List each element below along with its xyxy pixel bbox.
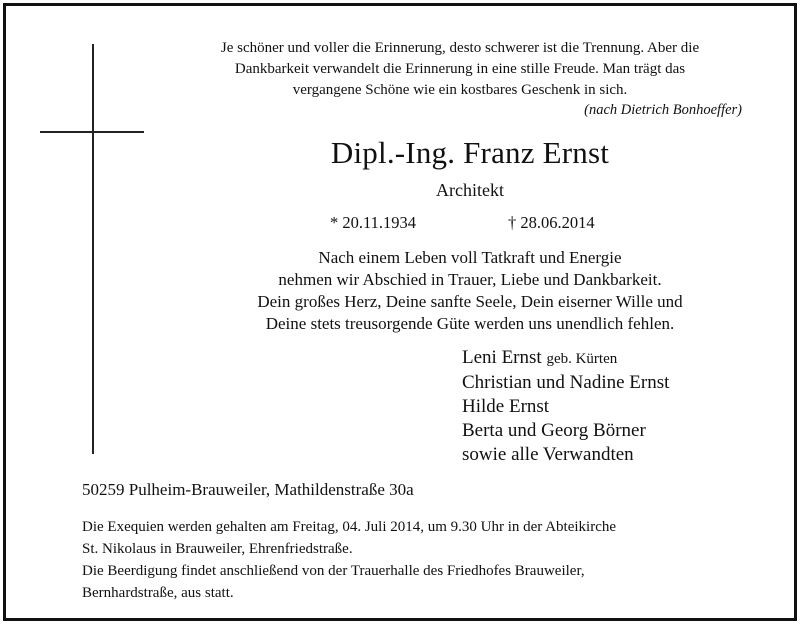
mourner-maiden-name: geb. Kürten [546, 351, 618, 367]
mourner-entry: Hilde Ernst [462, 396, 550, 417]
mourner-entry: Berta und Georg Börner [462, 420, 646, 441]
deceased-name: Dipl.-Ing. Franz Ernst [330, 135, 610, 170]
quote-source: (nach Dietrich Bonhoeffer) [584, 102, 742, 118]
mourner-entry: Christian und Nadine Ernst [462, 372, 670, 393]
mourner-entry: sowie alle Verwandten [462, 444, 634, 465]
deceased-profession: Architekt [436, 180, 504, 200]
mourner-name: Leni Ernst [462, 347, 542, 368]
message-line: Deine stets treusorgende Güte werden uns unendlich fehlen. [265, 314, 675, 333]
cross-icon-vertical [92, 44, 94, 454]
message-line: Nach einem Leben voll Tatkraft und Energie [318, 248, 622, 267]
cross-icon-horizontal [40, 131, 144, 133]
message-line: Dein großes Herz, Deine sanfte Seele, Dein eiserner Wille und [257, 292, 683, 311]
quote-line: Dankbarkeit verwandelt die Erinnerung in eine stille Freude. Man trägt das [234, 61, 686, 77]
service-line: Bernhardstraße, aus statt. [82, 585, 234, 601]
quote [170, 38, 750, 101]
service-line: Die Exequien werden gehalten am Freitag, 04. Juli 2014, um 9.30 Uhr in der Abteikirche [82, 519, 617, 535]
mourner-entry [462, 346, 669, 371]
family-address: 50259 Pulheim-Brauweiler, Mathildenstraße 30a [82, 480, 414, 499]
quote-line: Je schöner und voller die Erinnerung, desto schwerer ist die Trennung. Aber die [220, 40, 700, 56]
farewell-message [190, 247, 750, 335]
message-line: nehmen wir Abschied in Trauer, Liebe und Dankbarkeit. [278, 270, 662, 289]
birth-date: * 20.11.1934 [330, 213, 417, 232]
service-line: St. Nikolaus in Brauweiler, Ehrenfriedstraße. [82, 541, 353, 557]
service-line: Die Beerdigung findet anschließend von der Trauerhalle des Friedhofes Brauweiler, [82, 563, 585, 579]
service-info [82, 516, 772, 604]
mourners-list [462, 346, 669, 467]
death-date: † 28.06.2014 [508, 213, 595, 232]
quote-line: vergangene Schöne wie ein kostbares Geschenk in sich. [292, 82, 628, 98]
